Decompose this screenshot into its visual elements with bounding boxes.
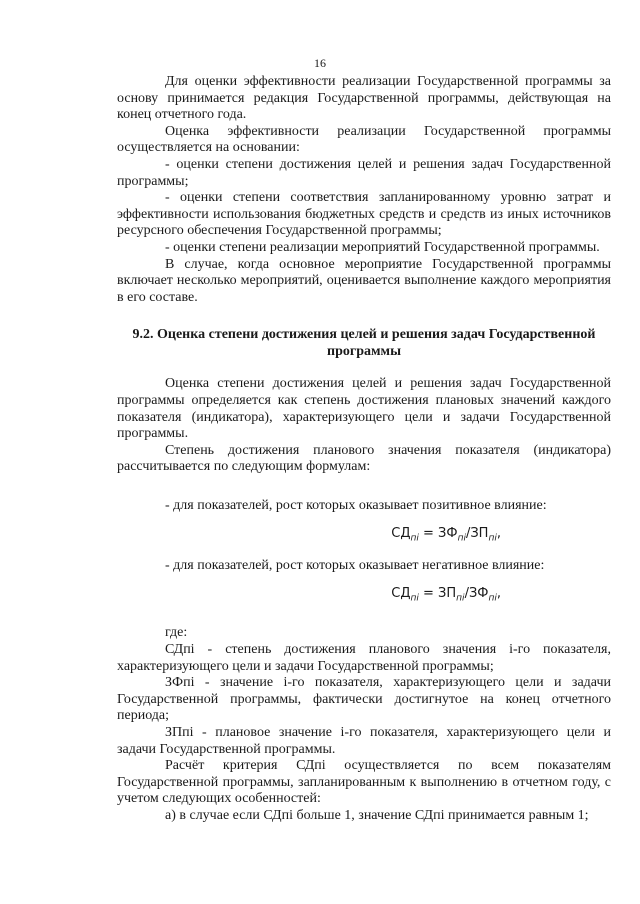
section-heading: 9.2. Оценка степени достижения целей и решения задач Государственной программы [132,327,596,360]
paragraph: Оценка степени достижения целей и решения задач Государственной программы определяется как степень достижения плановых значений каждого показателя (индикатора), характеризующего цели и задачи Государственной программы. [117,376,611,442]
paragraph: Для оценки эффективности реализации Государственной программы за основу принимается редакция Государственной программы, действующая на конец отчетного года. [117,74,611,123]
paragraph: - оценки степени соответствия запланированному уровню затрат и эффективности использования бюджетных средств и средств из иных источников ресурсного обеспечения Государственной программы; [117,190,611,239]
positive-label: - для показателей, рост которых оказывает позитивное влияние: [165,497,547,513]
paragraph: Степень достижения планового значения показателя (индикатора) рассчитывается по следующим формулам: [117,442,611,475]
paragraph: - оценки степени реализации мероприятий Государственной программы. [165,239,600,255]
paragraph: В случае, когда основное мероприятие Государственной программы включает несколько мероприятий, оценивается выполнение каждого мероприятия в его составе. [117,256,611,305]
list-item-a: а) в случае если СДпi больше 1, значение СДпi принимается равным 1; [165,807,589,823]
formula-positive: $СД_{пi} = ЗФ_{пi}/ЗП_{пi}$, [391,526,501,545]
document-body [117,74,611,825]
definition: ЗФпi - значение i-го показателя, характеризующего цели и задачи Государственной программы, фактически достигнутое на конец отчетного периода; [117,675,611,724]
definition: СДпi - степень достижения планового значения i-го показателя, характеризующего цели и задачи Государственной программы; [117,642,611,674]
negative-label: - для показателей, рост которых оказывает негативное влияние: [165,557,545,573]
paragraph: Расчёт критерия СДпi осуществляется по всем показателям Государственной программы, запланированным к выполнению в отчетном году, с учетом следующих особенностей: [117,758,611,807]
definition: ЗПпi - плановое значение i-го показателя, характеризующего цели и задачи Государственной программы. [117,725,611,757]
paragraph: - оценки степени достижения целей и решения задач Государственной программы; [117,156,611,189]
formula-negative: $СД_{пi} = ЗП_{пi}/ЗФ_{пi}$, [391,586,501,604]
page-number: 16 [314,56,326,70]
where-label: где: [165,625,188,641]
paragraph: Оценка эффективности реализации Государственной программы осуществляется на основании: [117,123,611,156]
